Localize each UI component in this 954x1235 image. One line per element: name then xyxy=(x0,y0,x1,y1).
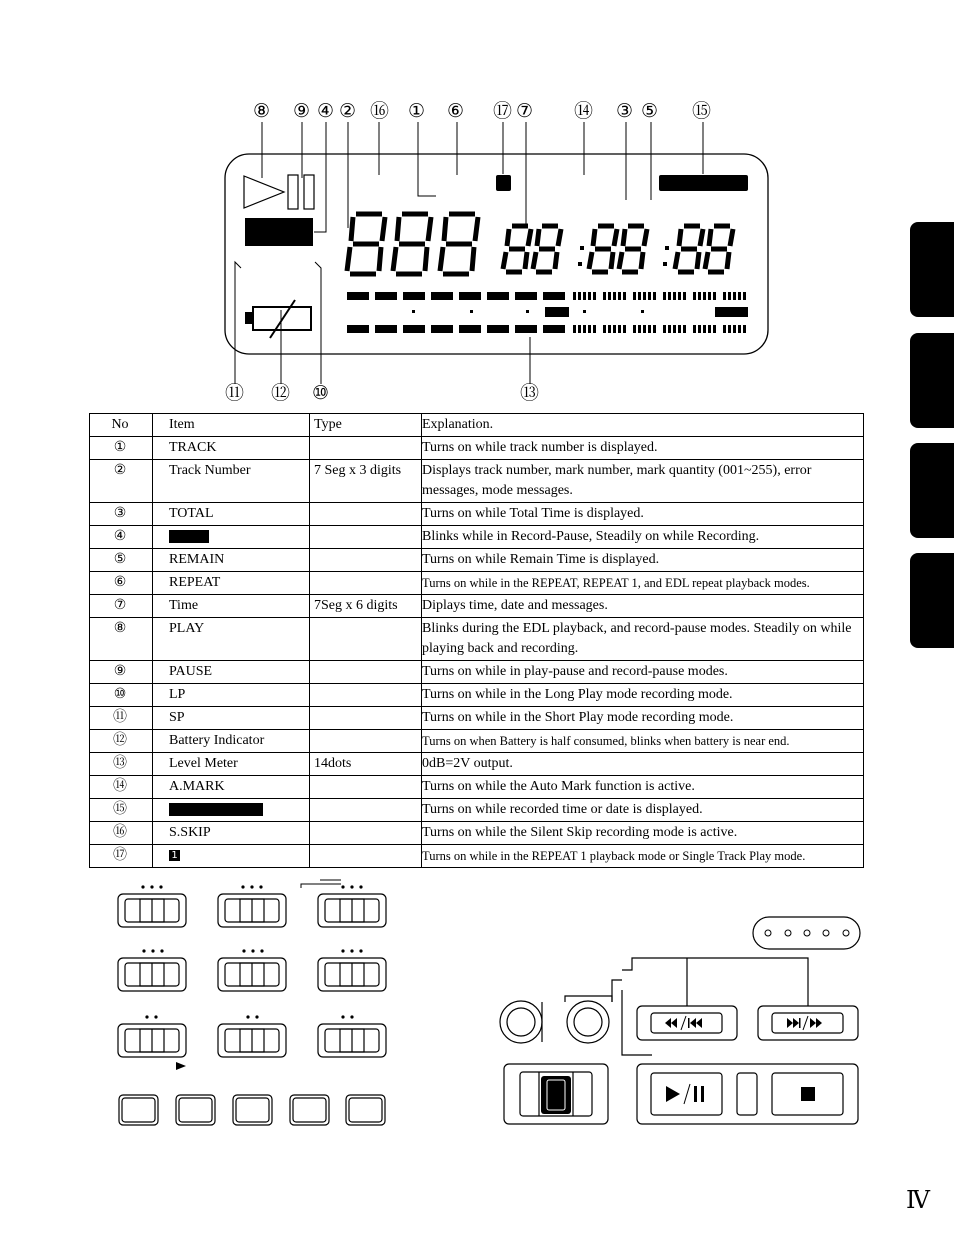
meter-segment xyxy=(347,325,369,333)
header-explanation: Explanation. xyxy=(422,414,864,437)
seven-seg-digit xyxy=(393,214,431,274)
meter-tick xyxy=(633,325,636,333)
cell-expl: Blinks during the EDL playback, and record-pause modes. Steadily on while playing back and recording. xyxy=(422,618,864,661)
cell-expl: Turns on while in play-pause and record-pause modes. xyxy=(422,661,864,684)
cell-type xyxy=(310,503,422,526)
meter-tick xyxy=(673,292,676,300)
side-tab-4 xyxy=(910,553,954,648)
meter-tick xyxy=(703,292,706,300)
scale-dot xyxy=(641,310,644,313)
meter-tick xyxy=(643,292,646,300)
cell-no: ⑭ xyxy=(90,776,153,799)
slide-switch xyxy=(218,958,286,991)
callout-13: ⑬ xyxy=(520,382,540,404)
meter-tick xyxy=(578,325,581,333)
cell-item: PAUSE xyxy=(153,661,310,684)
table-row xyxy=(90,549,864,572)
meter-tick xyxy=(623,292,626,300)
slide-switch xyxy=(118,958,186,991)
cell-no: ⑨ xyxy=(90,661,153,684)
callout-14: ⑭ xyxy=(574,100,594,122)
side-tab-3 xyxy=(910,443,954,538)
cell-expl: Diplays time, date and messages. xyxy=(422,595,864,618)
meter-segment xyxy=(347,292,369,300)
cell-type xyxy=(310,684,422,707)
cell-item: Track Number xyxy=(153,460,310,503)
table-row xyxy=(90,526,864,549)
cell-expl: Turns on while recorded time or date is displayed. xyxy=(422,799,864,822)
cell-item: S.SKIP xyxy=(153,822,310,845)
cell-type xyxy=(310,618,422,661)
pause-icon xyxy=(288,175,298,209)
seven-seg-digit xyxy=(533,226,561,272)
callout-3: ③ xyxy=(616,100,634,122)
callout-5: ⑤ xyxy=(641,100,659,122)
callout-15: ⑮ xyxy=(692,100,712,122)
cell-type: 7Seg x 6 digits xyxy=(310,595,422,618)
table-row xyxy=(90,437,864,460)
meter-tick xyxy=(638,325,641,333)
meter-segment xyxy=(403,292,425,300)
scale-dot xyxy=(526,310,529,313)
cell-type xyxy=(310,572,422,595)
repeat-one-symbol: 1 xyxy=(169,850,180,861)
cell-type xyxy=(310,730,422,753)
meter-tick xyxy=(578,292,581,300)
callout-7: ⑦ xyxy=(516,100,534,122)
scale-block xyxy=(545,307,569,317)
meter-tick xyxy=(573,325,576,333)
callout-10: ⑩ xyxy=(312,382,330,404)
header-item: Item xyxy=(153,414,310,437)
meter-tick xyxy=(583,292,586,300)
meter-tick xyxy=(668,325,671,333)
cell-no: ③ xyxy=(90,503,153,526)
cell-item: SP xyxy=(153,707,310,730)
seven-seg-digit xyxy=(619,226,647,272)
meter-tick xyxy=(723,292,726,300)
cell-type xyxy=(310,526,422,549)
cell-expl: Turns on while in the Short Play mode recording mode. xyxy=(422,707,864,730)
slide-switch xyxy=(318,958,386,991)
play-icon xyxy=(244,176,284,208)
meter-tick xyxy=(638,292,641,300)
cell-no: ⑮ xyxy=(90,799,153,822)
meter-segment xyxy=(431,292,453,300)
table-row xyxy=(90,730,864,753)
header-type: Type xyxy=(310,414,422,437)
meter-tick xyxy=(678,292,681,300)
slide-switch xyxy=(118,894,186,927)
meter-tick xyxy=(723,325,726,333)
meter-tick xyxy=(693,325,696,333)
cell-expl: Turns on while Remain Time is displayed. xyxy=(422,549,864,572)
cell-type xyxy=(310,437,422,460)
meter-segment xyxy=(543,325,565,333)
callout-4: ④ xyxy=(317,100,335,122)
meter-tick xyxy=(648,325,651,333)
meter-tick xyxy=(673,325,676,333)
meter-tick xyxy=(618,292,621,300)
page-number: Ⅳ xyxy=(906,1186,930,1214)
meter-tick xyxy=(683,292,686,300)
table-row xyxy=(90,595,864,618)
meter-tick xyxy=(633,292,636,300)
cell-item: LP xyxy=(153,684,310,707)
meter-tick xyxy=(708,325,711,333)
cell-no: ④ xyxy=(90,526,153,549)
meter-segment xyxy=(375,325,397,333)
table-row xyxy=(90,503,864,526)
cell-item: REPEAT xyxy=(153,572,310,595)
callout-12: ⑫ xyxy=(271,382,291,404)
table-row xyxy=(90,776,864,799)
scale-dot xyxy=(583,310,586,313)
meter-tick xyxy=(593,292,596,300)
meter-tick xyxy=(698,325,701,333)
slide-switch xyxy=(218,1024,286,1057)
cell-no: ⑫ xyxy=(90,730,153,753)
table-row xyxy=(90,460,864,503)
meter-tick xyxy=(678,325,681,333)
table-row xyxy=(90,707,864,730)
meter-tick xyxy=(588,325,591,333)
cell-item xyxy=(153,799,310,822)
meter-segment xyxy=(375,292,397,300)
meter-tick xyxy=(728,292,731,300)
table-row xyxy=(90,572,864,595)
cell-type xyxy=(310,549,422,572)
cell-expl: Turns on while in the Long Play mode recording mode. xyxy=(422,684,864,707)
meter-tick xyxy=(573,292,576,300)
scale-block-peak xyxy=(715,307,748,317)
cell-item: Time xyxy=(153,595,310,618)
cell-expl: Turns on while track number is displayed. xyxy=(422,437,864,460)
cell-no: ⑥ xyxy=(90,572,153,595)
meter-tick xyxy=(648,292,651,300)
cell-item: REMAIN xyxy=(153,549,310,572)
meter-segment xyxy=(515,292,537,300)
seven-seg-digit xyxy=(675,226,703,272)
slide-switch xyxy=(118,1024,186,1057)
lcd-indicator-table xyxy=(89,413,864,868)
seven-seg-digit xyxy=(347,214,385,274)
meter-tick xyxy=(703,325,706,333)
cell-expl: Blinks while in Record-Pause, Steadily on while Recording. xyxy=(422,526,864,549)
lcd-display-diagram xyxy=(0,0,954,410)
meter-tick xyxy=(643,325,646,333)
callout-11: ⑪ xyxy=(225,382,245,404)
meter-tick xyxy=(698,292,701,300)
meter-segment xyxy=(487,325,509,333)
table-row xyxy=(90,618,864,661)
callout-9: ⑨ xyxy=(293,100,311,122)
cell-no: ② xyxy=(90,460,153,503)
cell-item: TRACK xyxy=(153,437,310,460)
cell-type: 14dots xyxy=(310,753,422,776)
cell-no: ⑪ xyxy=(90,707,153,730)
recorded-time-symbol xyxy=(169,803,263,816)
cell-no: ⑦ xyxy=(90,595,153,618)
callout-16: ⑯ xyxy=(370,100,390,122)
meter-tick xyxy=(608,325,611,333)
slide-switch xyxy=(318,1024,386,1057)
meter-segment xyxy=(515,325,537,333)
table-row xyxy=(90,684,864,707)
table-row xyxy=(90,661,864,684)
cell-expl: Turns on while Total Time is displayed. xyxy=(422,503,864,526)
meter-segment xyxy=(543,292,565,300)
cell-no: ⑧ xyxy=(90,618,153,661)
cell-no: ⑬ xyxy=(90,753,153,776)
meter-segment xyxy=(459,325,481,333)
cell-type: 7 Seg x 3 digits xyxy=(310,460,422,503)
meter-tick xyxy=(693,292,696,300)
cell-type xyxy=(310,661,422,684)
control-panel-diagram xyxy=(0,860,954,1140)
meter-tick xyxy=(588,292,591,300)
table-row xyxy=(90,799,864,822)
meter-tick xyxy=(728,325,731,333)
cell-type xyxy=(310,822,422,845)
meter-tick xyxy=(613,325,616,333)
meter-tick xyxy=(668,292,671,300)
meter-tick xyxy=(713,292,716,300)
meter-tick xyxy=(738,325,741,333)
cell-expl: Turns on while the Silent Skip recording mode is active. xyxy=(422,822,864,845)
cell-expl: Turns on when Battery is half consumed, blinks when battery is near end. xyxy=(422,730,864,753)
cell-no: ⑰ xyxy=(90,845,153,868)
cell-item: TOTAL xyxy=(153,503,310,526)
rec-indicator xyxy=(245,218,313,246)
scale-dot xyxy=(412,310,415,313)
meter-tick xyxy=(663,325,666,333)
meter-tick xyxy=(733,292,736,300)
cell-item: Level Meter xyxy=(153,753,310,776)
header-no: No xyxy=(90,414,153,437)
cell-type xyxy=(310,707,422,730)
slide-switch xyxy=(218,894,286,927)
seven-seg-digit xyxy=(503,226,531,272)
callout-1: ① xyxy=(408,100,426,122)
table-row xyxy=(90,753,864,776)
meter-tick xyxy=(613,292,616,300)
callout-17: ⑰ xyxy=(493,100,513,122)
cell-no: ⑤ xyxy=(90,549,153,572)
meter-tick xyxy=(743,292,746,300)
cell-no: ⑩ xyxy=(90,684,153,707)
meter-tick xyxy=(603,292,606,300)
meter-tick xyxy=(608,292,611,300)
meter-tick xyxy=(653,292,656,300)
cell-type xyxy=(310,799,422,822)
cell-expl: Displays track number, mark number, mark quantity (001~255), error messages, mode messages. xyxy=(422,460,864,503)
scale-dot xyxy=(470,310,473,313)
table-row xyxy=(90,822,864,845)
cell-item: PLAY xyxy=(153,618,310,661)
meter-tick xyxy=(618,325,621,333)
meter-tick xyxy=(603,325,606,333)
slide-switch xyxy=(318,894,386,927)
meter-tick xyxy=(593,325,596,333)
cell-item: Battery Indicator xyxy=(153,730,310,753)
meter-segment xyxy=(431,325,453,333)
meter-tick xyxy=(663,292,666,300)
cell-expl: Turns on while in the REPEAT, REPEAT 1, and EDL repeat playback modes. xyxy=(422,572,864,595)
seven-seg-digit xyxy=(440,214,478,274)
meter-tick xyxy=(708,292,711,300)
callout-6: ⑥ xyxy=(447,100,465,122)
cell-no: ⑯ xyxy=(90,822,153,845)
meter-segment xyxy=(487,292,509,300)
cell-item xyxy=(153,526,310,549)
battery-icon xyxy=(245,300,311,338)
bottom-buttons xyxy=(119,1095,385,1125)
rec-symbol xyxy=(169,530,209,543)
table-header-row xyxy=(90,414,864,437)
meter-tick xyxy=(683,325,686,333)
meter-tick xyxy=(738,292,741,300)
cell-expl: 0dB=2V output. xyxy=(422,753,864,776)
meter-tick xyxy=(733,325,736,333)
callout-8: ⑧ xyxy=(253,100,271,122)
cell-expl: Turns on while in the REPEAT 1 playback mode or Single Track Play mode. xyxy=(422,845,864,868)
seven-seg-digit xyxy=(589,226,617,272)
cell-type xyxy=(310,776,422,799)
callout-2: ② xyxy=(339,100,357,122)
cell-expl: Turns on while the Auto Mark function is active. xyxy=(422,776,864,799)
meter-tick xyxy=(583,325,586,333)
cell-no: ① xyxy=(90,437,153,460)
meter-segment xyxy=(459,292,481,300)
cell-item: A.MARK xyxy=(153,776,310,799)
meter-tick xyxy=(623,325,626,333)
meter-tick xyxy=(743,325,746,333)
meter-tick xyxy=(713,325,716,333)
meter-tick xyxy=(653,325,656,333)
meter-segment xyxy=(403,325,425,333)
seven-seg-digit xyxy=(705,226,733,272)
